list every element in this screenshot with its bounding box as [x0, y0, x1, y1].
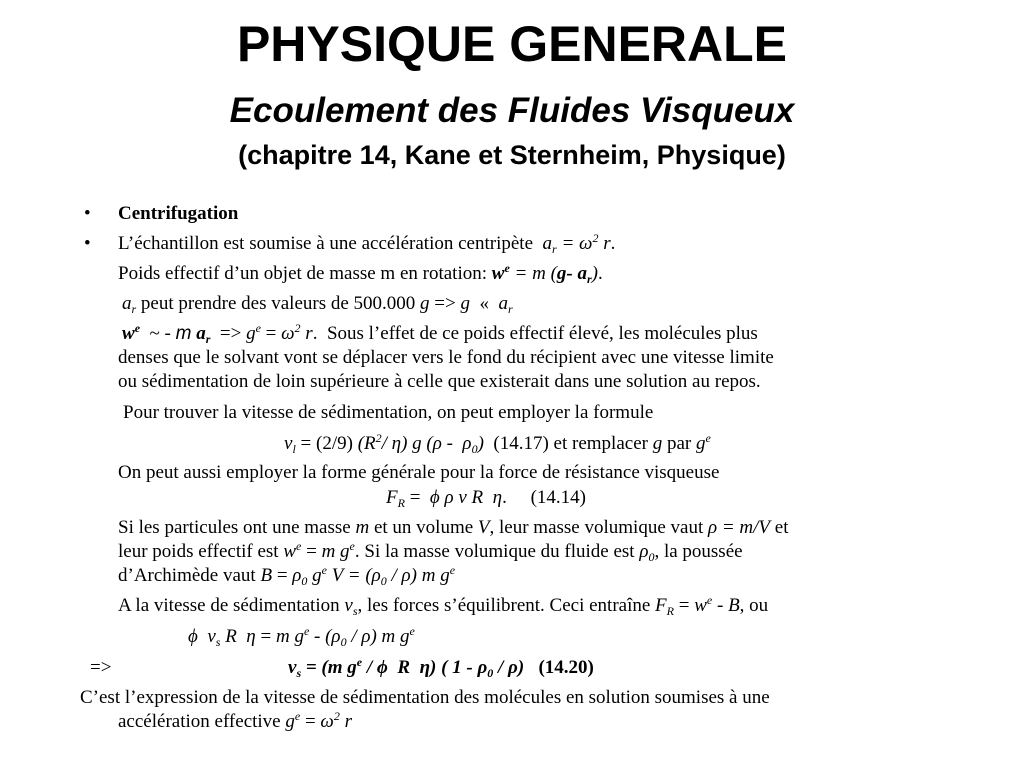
page-title: PHYSIQUE GENERALE [236, 16, 788, 72]
text-line: C’est l’expression de la vitesse de sédimentation des molécules en solution soumises à une [80, 687, 770, 708]
text-line: A la vitesse de sédimentation $v_s$, les forces s’équilibrent. Ceci entraîne $F_R = w^e - B$, ou [118, 593, 769, 618]
text-line: leur poids effectif est $w^e = m$ $g^e$. Si la masse volumique du fluide est $\rho_0$, la poussée [118, 539, 743, 564]
text-line: Si les particules ont une masse m et un volume V, leur masse volumique vaut ρ = m/V et [118, 517, 789, 538]
text-line: Poids effectif d’un objet de masse m en rotation: $w^e = m$ (g- $a_r$). [118, 261, 603, 286]
implies-arrow: => [90, 657, 112, 678]
bullet-marker: • [84, 233, 91, 254]
bullet-marker: • [84, 203, 91, 224]
equation-14-17: $v_l = (2/9)$ ($R^2/$ η) g $(\rho - \rho_0)$ (14.17) et remplacer g par $g^e$ [284, 431, 711, 456]
text-line: accélération effective $g^e = \omega^2$ r [118, 709, 352, 732]
equation-14-14: $F_R = \phi$ ρ v R η. (14.14) [386, 487, 586, 510]
text-line: ou sédimentation de loin supérieure à celle que existerait dans une solution au repos. [118, 371, 761, 392]
text-line: On peut aussi employer la forme générale pour la force de résistance visqueuse [118, 462, 720, 483]
equation-14-20: $v_s = (m$ $g^e$ / ϕ R η) ( $1 - \rho_0 / \rho$) (14.20) [288, 655, 594, 680]
equation-balance: ϕ $v_s$ R η = m $g^e - (\rho_0 / \rho)$ m $g^e$ [188, 624, 415, 649]
text-line: $a_r$ peut prendre des valeurs de 500.000 g => g « $a_r$ [122, 293, 513, 316]
page-subtitle: Ecoulement des Fluides Visqueux [229, 91, 795, 130]
text-line: $w^e$ ~ - m $a_r => g^e = \omega^2$ r. Sous l’effet de ce poids effectif élevé, les molécules plus [122, 321, 758, 346]
text-line: denses que le solvant vont se déplacer vers le fond du récipient avec une vitesse limite [118, 347, 774, 368]
text-line: L’échantillon est soumise à une accélération centripète $a_r = \omega^2$ r. [118, 231, 616, 256]
text-line: Pour trouver la vitesse de sédimentation, on peut employer la formule [123, 402, 654, 423]
chapter-reference: (chapitre 14, Kane et Sternheim, Physique) [238, 140, 786, 170]
text-line: d’Archimède vaut $B = \rho_0$ $g^e$ $V = (\rho_0 / \rho)$ m $g^e$ [118, 563, 456, 588]
section-heading: Centrifugation [118, 203, 239, 224]
